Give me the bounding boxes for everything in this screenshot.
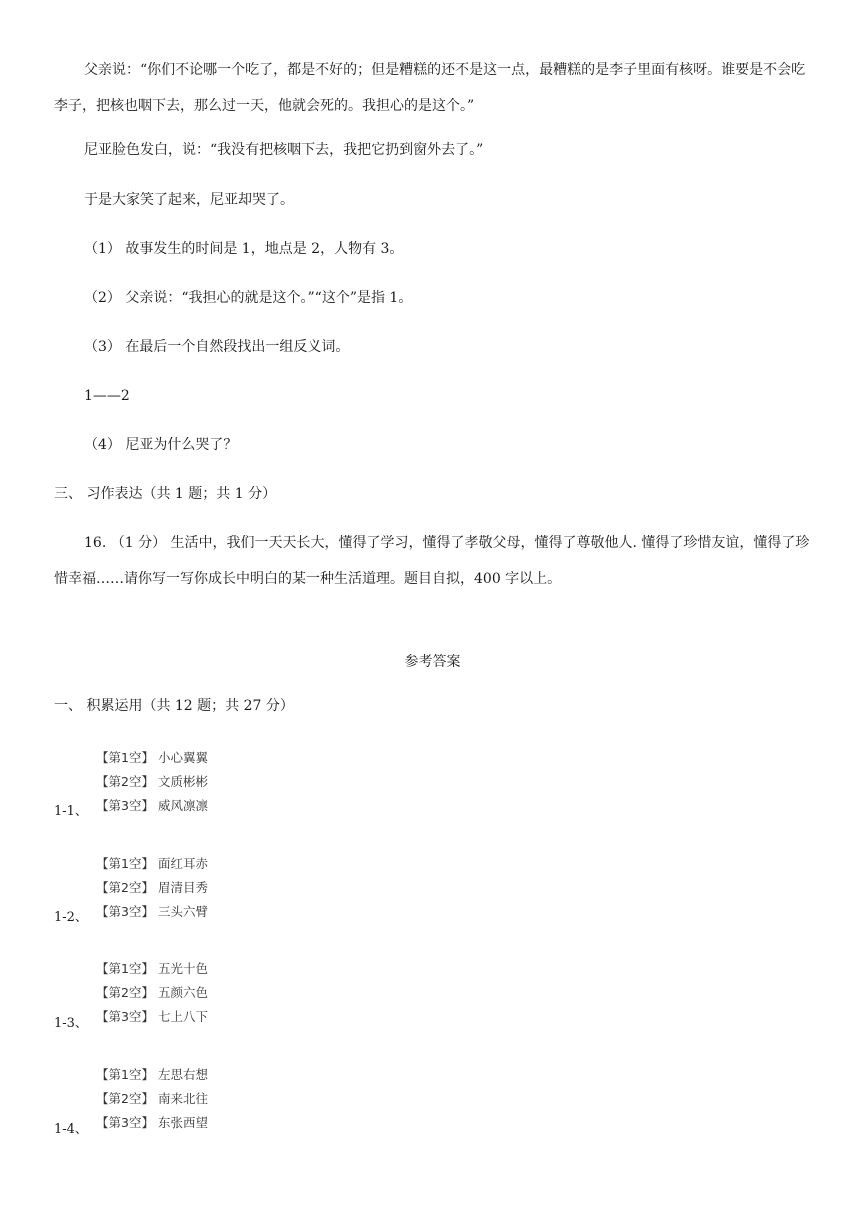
answer-blank-3: [96, 1005, 208, 1029]
question-1: （1） 故事发生的时间是 1，地点是 2，人物有 3。: [84, 241, 404, 257]
answer-blank-1: [96, 957, 208, 981]
blank-tag: 【第3空】: [96, 904, 154, 919]
blank-answer: 三头六臂: [157, 904, 208, 919]
answer-blank-2: [96, 981, 208, 1005]
blank-tag: 【第2空】: [96, 880, 154, 895]
answer-label-1-4: 1-4、: [54, 1122, 88, 1137]
blank-answer: 威风凛凛: [157, 798, 208, 813]
answer-blank-2: [96, 876, 208, 900]
answer-blank-3: [96, 900, 208, 924]
blank-tag: 【第1空】: [96, 961, 154, 976]
blank-tag: 【第2空】: [96, 985, 154, 1000]
blank-answer: 小心翼翼: [157, 750, 208, 765]
section-3-heading: 三、 习作表达（共 1 题；共 1 分）: [54, 486, 277, 502]
blank-answer: 左思右想: [157, 1067, 208, 1082]
answer-blank-2: [96, 770, 208, 794]
blank-tag: 【第1空】: [96, 1067, 154, 1082]
answer-group-1-1: [96, 746, 208, 818]
answer-blank-3: [96, 1111, 208, 1135]
question-4: （4） 尼亚为什么哭了？: [84, 437, 238, 453]
answer-blank-1: [96, 746, 208, 770]
blank-tag: 【第2空】: [96, 774, 154, 789]
answer-blank-3: [96, 794, 208, 818]
answer-label-1-3: 1-3、: [54, 1016, 88, 1031]
blank-answer: 文质彬彬: [157, 774, 208, 789]
blank-tag: 【第3空】: [96, 798, 154, 813]
blank-tag: 【第1空】: [96, 750, 154, 765]
story-paragraph-1: 父亲说：“你们不论哪一个吃了，都是不好的；但是糟糕的还不是这一点，最糟糕的是李子里面有核呀。谁要是不会吃李子，把核也咽下去，那么过一天，他就会死的。我担心的是这个。”: [54, 62, 806, 114]
answer-blank-2: [96, 1087, 208, 1111]
answer-blank-1: [96, 1063, 208, 1087]
answers-section-1-heading: 一、 积累运用（共 12 题；共 27 分）: [54, 698, 294, 714]
blank-answer: 东张西望: [157, 1115, 208, 1130]
question-2: （2） 父亲说：“我担心的就是这个。”“这个”是指 1。: [84, 290, 413, 306]
answer-label-1-2: 1-2、: [54, 910, 88, 925]
answer-group-1-4: [96, 1063, 208, 1135]
blank-tag: 【第1空】: [96, 856, 154, 871]
answer-group-1-3: [96, 957, 208, 1029]
answer-label-1-1: 1-1、: [54, 804, 88, 819]
blank-answer: 面红耳赤: [157, 856, 208, 871]
blank-answer: 五光十色: [157, 961, 208, 976]
blank-tag: 【第2空】: [96, 1091, 154, 1106]
answer-blank-1: [96, 852, 208, 876]
question-3-blank: 1——2: [84, 388, 130, 404]
question-3: （3） 在最后一个自然段找出一组反义词。: [84, 339, 350, 355]
answers-title: 参考答案: [404, 654, 461, 670]
story-paragraph-3: 于是大家笑了起来，尼亚却哭了。: [84, 192, 294, 208]
story-paragraph-2: 尼亚脸色发白，说：“我没有把核咽下去，我把它扔到窗外去了。”: [84, 142, 484, 158]
answer-group-1-2: [96, 852, 208, 924]
blank-answer: 七上八下: [157, 1009, 208, 1024]
blank-answer: 眉清目秀: [157, 880, 208, 895]
blank-tag: 【第3空】: [96, 1009, 154, 1024]
question-16: 16. （1 分） 生活中，我们一天天长大，懂得了学习，懂得了孝敬父母，懂得了尊敬他人. 懂得了珍惜友谊，懂得了珍惜幸福……请你写一写你成长中明白的某一种生活道理。题目自拟，400 字以上。: [54, 535, 810, 587]
blank-answer: 南来北往: [157, 1091, 208, 1106]
blank-answer: 五颜六色: [157, 985, 208, 1000]
blank-tag: 【第3空】: [96, 1115, 154, 1130]
